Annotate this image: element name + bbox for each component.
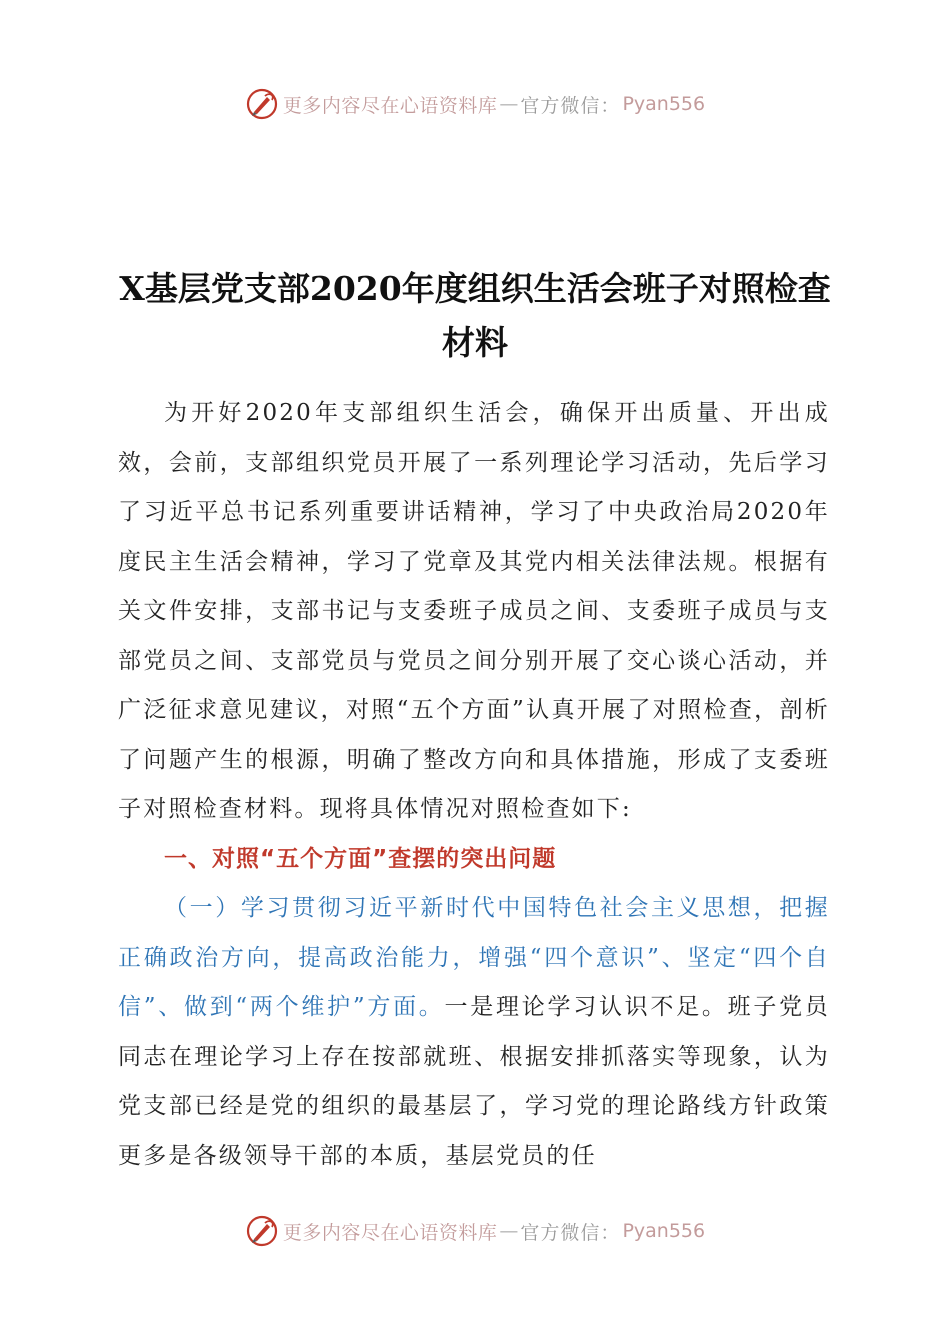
watermark-wechat-label: 官方微信： bbox=[520, 94, 621, 117]
watermark-text: 更多内容尽在心语资料库 bbox=[282, 94, 498, 117]
subsection-heading: （一）学习贯彻习近平新时代中国特色社会主义思想，把握正确政治方向，提高政治能力，增强“四个意识”、坚定“四个自信”、做到“两个维护”方面。 bbox=[118, 895, 830, 1020]
watermark-dash: — bbox=[499, 93, 519, 115]
watermark-dash: — bbox=[499, 1220, 519, 1242]
section-heading: 一、对照“五个方面”查摆的突出问题 bbox=[164, 845, 557, 872]
watermark-wechat-id: Pyan556 bbox=[622, 93, 706, 115]
document-title: X基层党支部2020年度组织生活会班子对照检查材料 bbox=[119, 269, 831, 362]
watermark-footer bbox=[0, 1211, 950, 1251]
subsection-paragraph bbox=[118, 884, 830, 1181]
watermark-wechat-label: 官方微信： bbox=[520, 1221, 621, 1244]
watermark-wechat-id: Pyan556 bbox=[622, 1220, 706, 1242]
intro-paragraph: 为开好2020年支部组织生活会，确保开出质量、开出成效，会前，支部组织党员开展了一系列理论学习活动，先后学习了习近平总书记系列重要讲话精神，学习了中央政治局2020年度民主生活会精神，学习了党章及其党内相关法律法规。根据有关文件安排，支部书记与支委班子成员之间、支委班子成员与支部党员之间、支部党员与党员之间分别开展了交心谈心活动，并广泛征求意见建议，对照“五个方面”认真开展了对照检查，剖析了问题产生的根源，明确了整改方向和具体措施，形成了支委班子对照检查材料。现将具体情况对照检查如下: bbox=[118, 400, 830, 822]
watermark-text: 更多内容尽在心语资料库 bbox=[282, 1221, 498, 1244]
watermark-header bbox=[0, 84, 950, 124]
pen-nib-circle-icon bbox=[245, 87, 279, 121]
document-body bbox=[118, 389, 830, 1181]
pen-nib-circle-icon bbox=[245, 1214, 279, 1248]
subsection-body: 一是理论学习认识不足。班子党员同志在理论学习上存在按部就班、根据安排抓落实等现象，认为党支部已经是党的组织的最基层了，学习党的理论路线方针政策更多是各级领导干部的本质，基层党员的任 bbox=[118, 994, 831, 1169]
